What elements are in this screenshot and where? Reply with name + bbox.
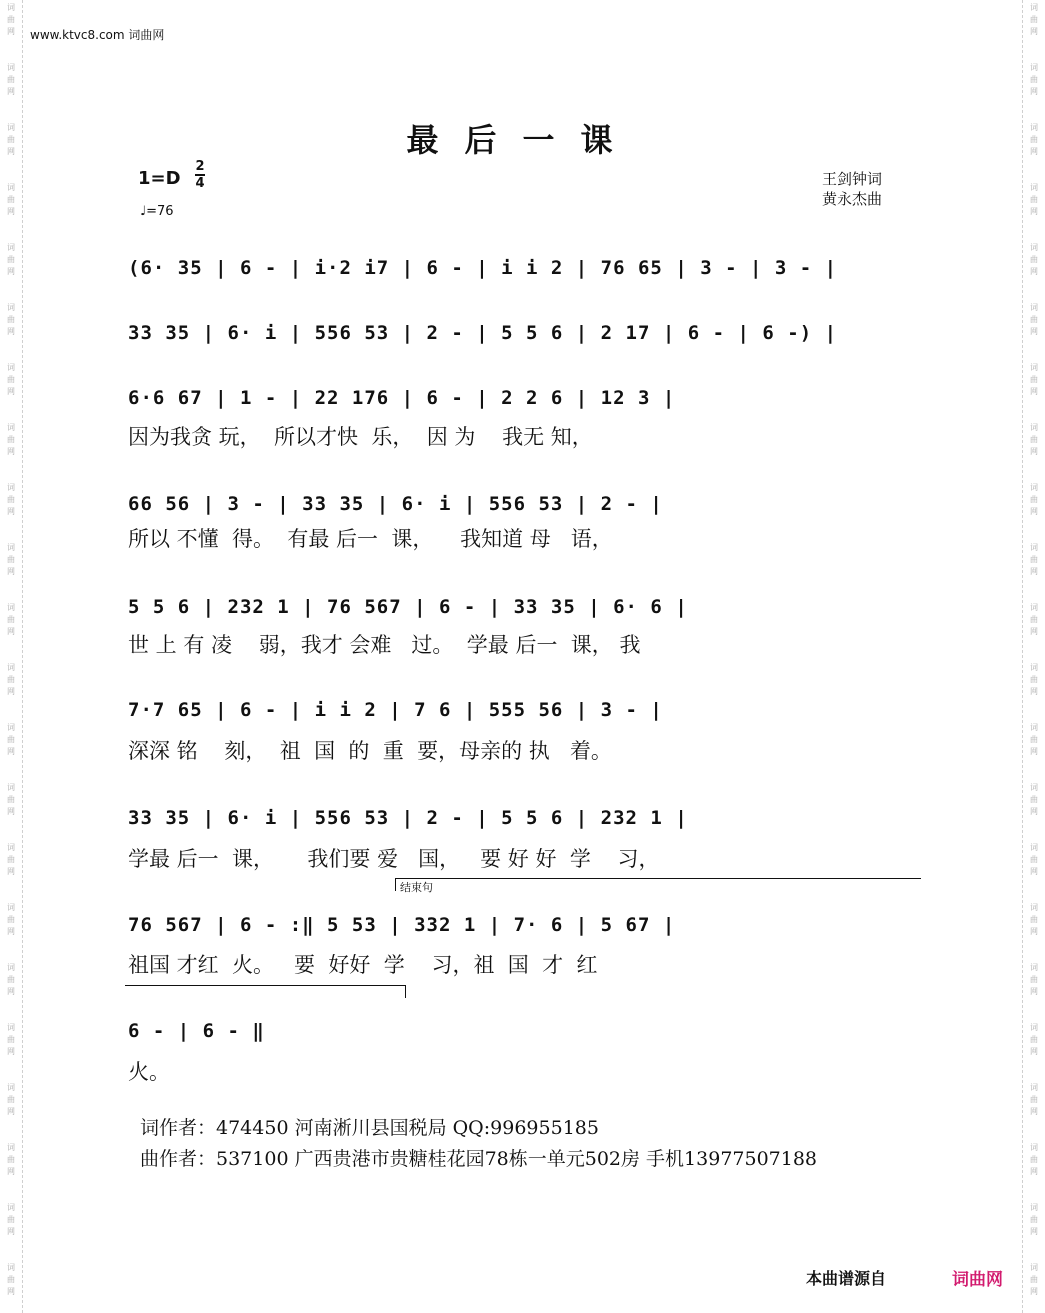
watermark-glyph: 词 曲 网 — [7, 63, 15, 96]
ending-bracket-close — [125, 985, 406, 998]
time-signature-numerator: 2 — [195, 159, 205, 174]
watermark-glyph: 词 曲 网 — [1030, 1203, 1038, 1236]
watermark-glyph: 词 曲 网 — [1030, 1263, 1038, 1296]
composer-info: 曲作者：537100 广西贵港市贵糖桂花园78栋一单元502房 手机13977507188 — [140, 1148, 818, 1170]
watermark-glyph: 词 曲 网 — [1030, 243, 1038, 276]
watermark-glyph: 词 曲 网 — [7, 1263, 15, 1296]
watermark-glyph: 词 曲 网 — [1030, 303, 1038, 336]
watermark-glyph: 词 曲 网 — [1030, 123, 1038, 156]
notation-line: 33 35 | 6· i | 556 53 | 2 - | 5 5 6 | 2 17 | 6 - | 6 -) | — [128, 322, 838, 344]
source-logo: 词曲网 — [952, 1270, 1003, 1290]
watermark-glyph: 词 曲 网 — [1030, 903, 1038, 936]
watermark-glyph: 词 曲 网 — [7, 843, 15, 876]
watermark-glyph: 词 曲 网 — [1030, 363, 1038, 396]
lyric-line: 火。 — [128, 1060, 170, 1084]
watermark-glyph: 词 曲 网 — [7, 303, 15, 336]
time-signature-denominator: 4 — [195, 176, 205, 191]
notation-line: 7·7 65 | 6 - | i i 2 | 7 6 | 555 56 | 3 - | — [128, 699, 663, 721]
tempo-marking: ♩=76 — [140, 204, 174, 219]
lyric-line: 学最 后一 课， 我们要 爱 国， 要 好 好 学 习， — [128, 847, 660, 871]
ending-bracket — [395, 878, 921, 891]
watermark-glyph: 词 曲 网 — [1030, 543, 1038, 576]
watermark-glyph: 词 曲 网 — [1030, 1083, 1038, 1116]
watermark-glyph: 词 曲 网 — [1030, 843, 1038, 876]
watermark-glyph: 词 曲 网 — [7, 603, 15, 636]
watermark-glyph: 词 曲 网 — [1030, 663, 1038, 696]
notation-line: (6· 35 | 6 - | i·2 i7 | 6 - | i i 2 | 76 65 | 3 - | 3 - | — [128, 257, 838, 279]
watermark-glyph: 词 曲 网 — [7, 123, 15, 156]
composer-credit: 黄永杰曲 — [822, 190, 883, 208]
lyric-line: 因为我贪 玩， 所以才快 乐， 因 为 我无 知， — [128, 425, 593, 449]
watermark-glyph: 词 曲 网 — [7, 903, 15, 936]
notation-line: 33 35 | 6· i | 556 53 | 2 - | 5 5 6 | 232 1 | — [128, 807, 688, 829]
watermark-glyph: 词 曲 网 — [1030, 423, 1038, 456]
lyricist-credit: 王剑钟词 — [822, 170, 883, 188]
notation-line: 6·6 67 | 1 - | 22 176 | 6 - | 2 2 6 | 12 3 | — [128, 387, 676, 409]
watermark-glyph: 词 曲 网 — [1030, 963, 1038, 996]
watermark-glyph: 词 曲 网 — [1030, 723, 1038, 756]
watermark-glyph: 词 曲 网 — [7, 1083, 15, 1116]
lyric-line: 世 上 有 凌 弱，我才 会难 过。 学最 后一 课， 我 — [128, 633, 641, 657]
watermark-glyph: 词 曲 网 — [1030, 483, 1038, 516]
notation-line: 66 56 | 3 - | 33 35 | 6· i | 556 53 | 2 - | — [128, 493, 663, 515]
watermark-glyph: 词 曲 网 — [7, 1203, 15, 1236]
lyric-line: 祖国 才红 火。 要 好好 学 习，祖 国 才 红 — [128, 953, 598, 977]
watermark-glyph: 词 曲 网 — [1030, 783, 1038, 816]
notation-line: 5 5 6 | 232 1 | 76 567 | 6 - | 33 35 | 6· 6 | — [128, 596, 688, 618]
watermark-glyph: 词 曲 网 — [7, 1143, 15, 1176]
lyricist-info: 词作者：474450 河南淅川县国税局 QQ:996955185 — [140, 1117, 599, 1139]
song-title: 最后一课 — [406, 121, 639, 159]
watermark-glyph: 词 曲 网 — [7, 543, 15, 576]
watermark-glyph: 词 曲 网 — [1030, 1023, 1038, 1056]
lyric-line: 所以 不懂 得。 有最 后一 课， 我知道 母 语， — [128, 527, 613, 551]
watermark-glyph: 词 曲 网 — [1030, 3, 1038, 36]
watermark-glyph: 词 曲 网 — [7, 243, 15, 276]
watermark-glyph: 词 曲 网 — [7, 663, 15, 696]
watermark-glyph: 词 曲 网 — [1030, 183, 1038, 216]
watermark-glyph: 词 曲 网 — [1030, 603, 1038, 636]
notation-line: 6 - | 6 - ‖ — [128, 1020, 265, 1042]
watermark-glyph: 词 曲 网 — [7, 363, 15, 396]
watermark-glyph: 词 曲 网 — [1030, 63, 1038, 96]
watermark-glyph: 词 曲 网 — [7, 963, 15, 996]
notation-line: 76 567 | 6 - :‖ 5 53 | 332 1 | 7· 6 | 5 67 | — [128, 914, 676, 936]
watermark-glyph: 词 曲 网 — [7, 1023, 15, 1056]
time-signature — [195, 160, 205, 190]
key-signature: 1=D — [138, 168, 181, 189]
watermark-glyph: 词 曲 网 — [7, 183, 15, 216]
watermark-glyph: 词 曲 网 — [1030, 1143, 1038, 1176]
source-text: 本曲谱源自 — [806, 1269, 887, 1288]
watermark-glyph: 词 曲 网 — [7, 783, 15, 816]
watermark-glyph: 词 曲 网 — [7, 3, 15, 36]
watermark-glyph: 词 曲 网 — [7, 483, 15, 516]
site-url: www.ktvc8.com 词曲网 — [30, 28, 165, 42]
ending-label: 结束句 — [400, 881, 433, 894]
lyric-line: 深深 铭 刻， 祖 国 的 重 要，母亲的 执 着。 — [128, 739, 612, 763]
watermark-glyph: 词 曲 网 — [7, 423, 15, 456]
watermark-glyph: 词 曲 网 — [7, 723, 15, 756]
